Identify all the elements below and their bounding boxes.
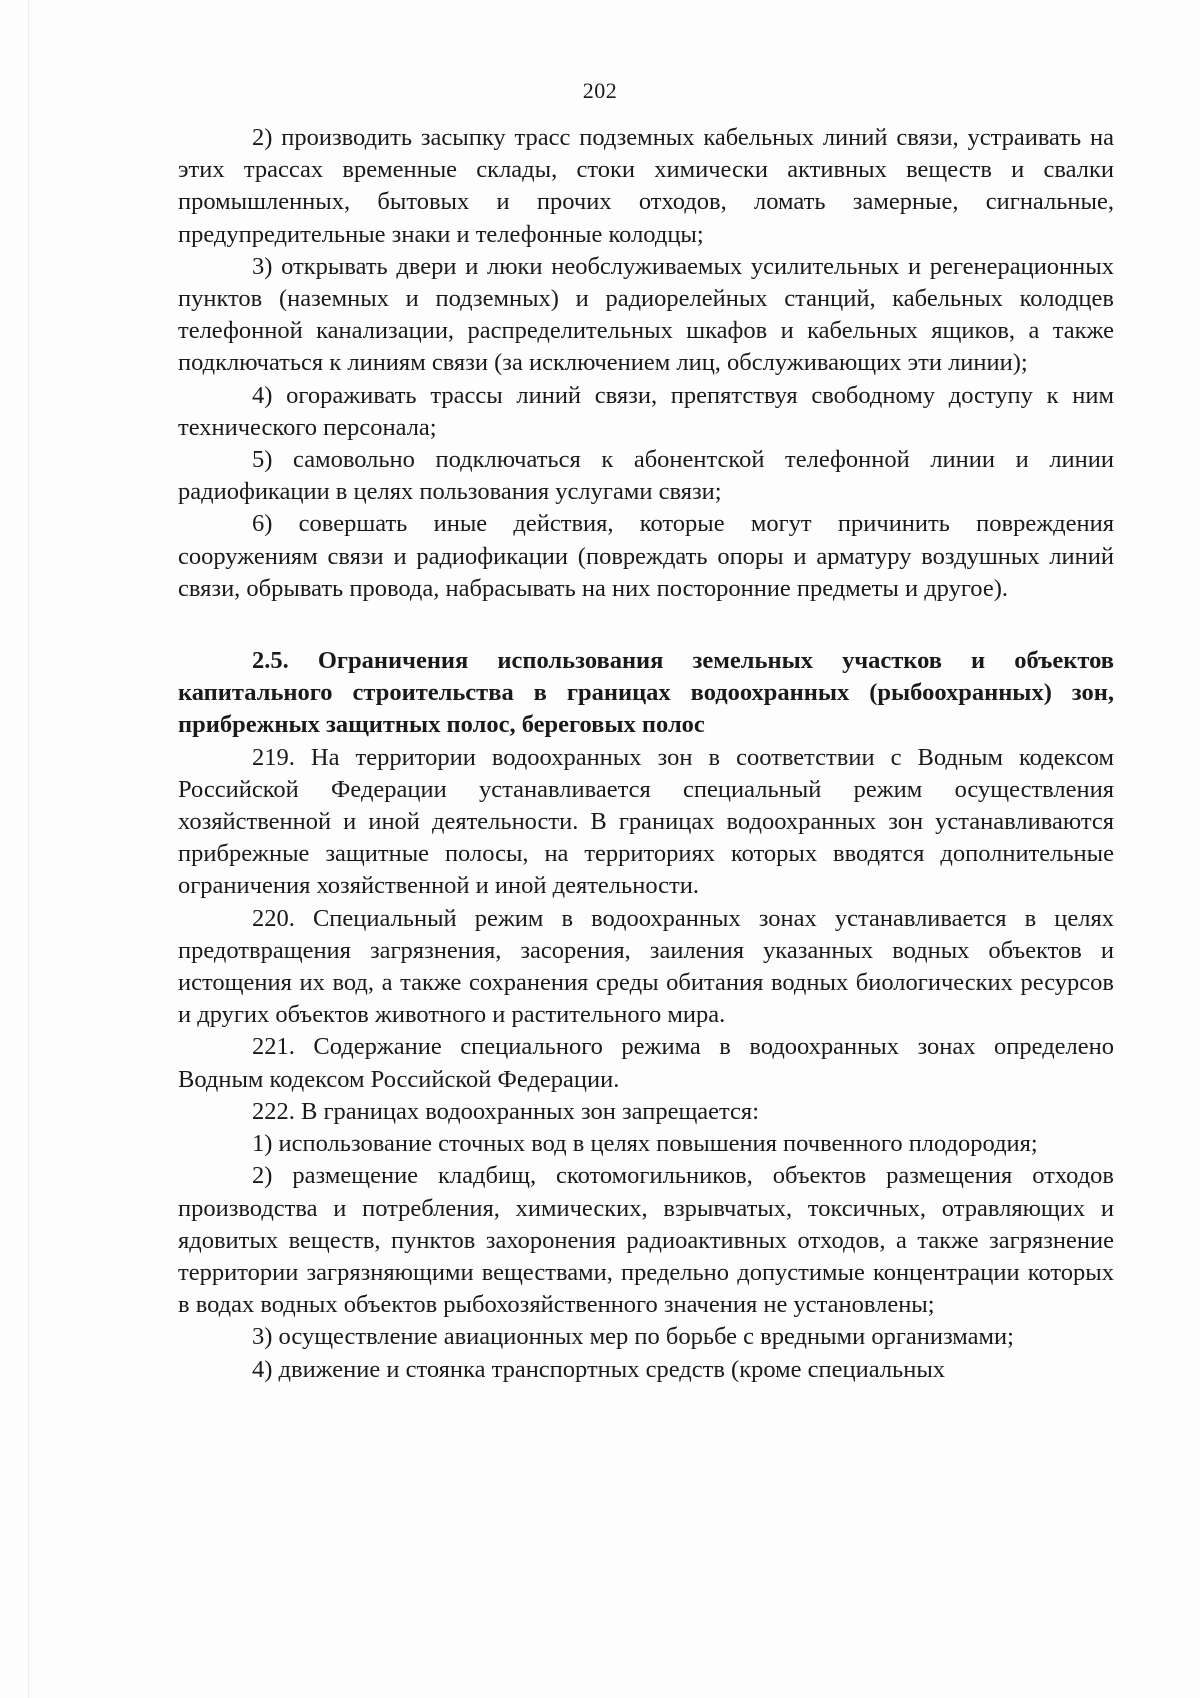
prohibition-item-2: 2) размещение кладбищ, скотомогильников, объектов размещения отходов производства и потребления, химических, взрывчатых, токсичных, отравляющих и ядовитых веществ, пунктов захоронения радиоактивных отходов, а также загрязнение территории загрязняющими веществами, предельно допустимые концентрации которых в водах водных объектов рыбохозяйственного значения не установлены; [178,1162,1114,1319]
clause-220: 220. Специальный режим в водоохранных зонах устанавливается в целях предотвращения загрязнения, засорения, заиления указанных водных объектов и истощения их вод, а также сохранения среды обитания водных биологических ресурсов и других объектов животного и растительного мира. [178,904,1114,1029]
prohibition-item-4: 4) движение и стоянка транспортных средств (кроме специальных [252,1355,946,1383]
clause-221: 221. Содержание специального режима в водоохранных зонах определено Водным кодексом Российской Федерации. [178,1033,1114,1093]
section-heading-2-5: 2.5. Ограничения использования земельных участков и объектов капитального строительства в границах водоохранных (рыбоохранных) зон, прибрежных защитных полос, береговых полос [178,647,1114,739]
list-item-2-cable-routes: 2) производить засыпку трасс подземных кабельных линий связи, устраивать на этих трассах временные склады, стоки химически активных веществ и свалки промышленных, бытовых и прочих отходов, ломать замерные, сигнальные, предупредительные знаки и телефонные колодцы; [178,124,1114,248]
list-item-6-other-actions: 6) совершать иные действия, которые могут причинить повреждения сооружениям связи и радиофикации (повреждать опоры и арматуру воздушных линий связи, обрывать провода, набрасывать на них посторонние предметы и другое). [178,510,1114,602]
list-item-3-doors-hatches: 3) открывать двери и люки необслуживаемых усилительных и регенерационных пунктов (наземных и подземных) и радиорелейных станций, кабельных колодцев телефонной канализации, распределительных шкафов и кабельных ящиков, а также подключаться к линиям связи (за исключением лиц, обслуживающих эти линии); [178,252,1114,377]
scan-edge-line [28,0,29,1698]
prohibition-item-1: 1) использование сточных вод в целях повышения почвенного плодородия; [252,1130,1038,1158]
page-number: 202 [582,78,618,103]
prohibition-item-3: 3) осуществление авиационных мер по борьбе с вредными организмами; [252,1323,1014,1351]
list-item-4-fencing: 4) огораживать трассы линий связи, препятствуя свободному доступу к ним технического персонала; [178,381,1114,441]
list-item-5-unauthorized-connection: 5) самовольно подключаться к абонентской телефонной линии и линии радиофикации в целях пользования услугами связи; [178,446,1114,506]
clause-222: 222. В границах водоохранных зон запрещается: [252,1097,760,1125]
document-body [178,122,1114,1386]
clause-219: 219. На территории водоохранных зон в соответствии с Водным кодексом Российской Федерации устанавливается специальный режим осуществления хозяйственной и иной деятельности. В границах водоохранных зон устанавливаются прибрежные защитные полосы, на территориях которых вводятся дополнительные ограничения хозяйственной и иной деятельности. [178,743,1114,900]
